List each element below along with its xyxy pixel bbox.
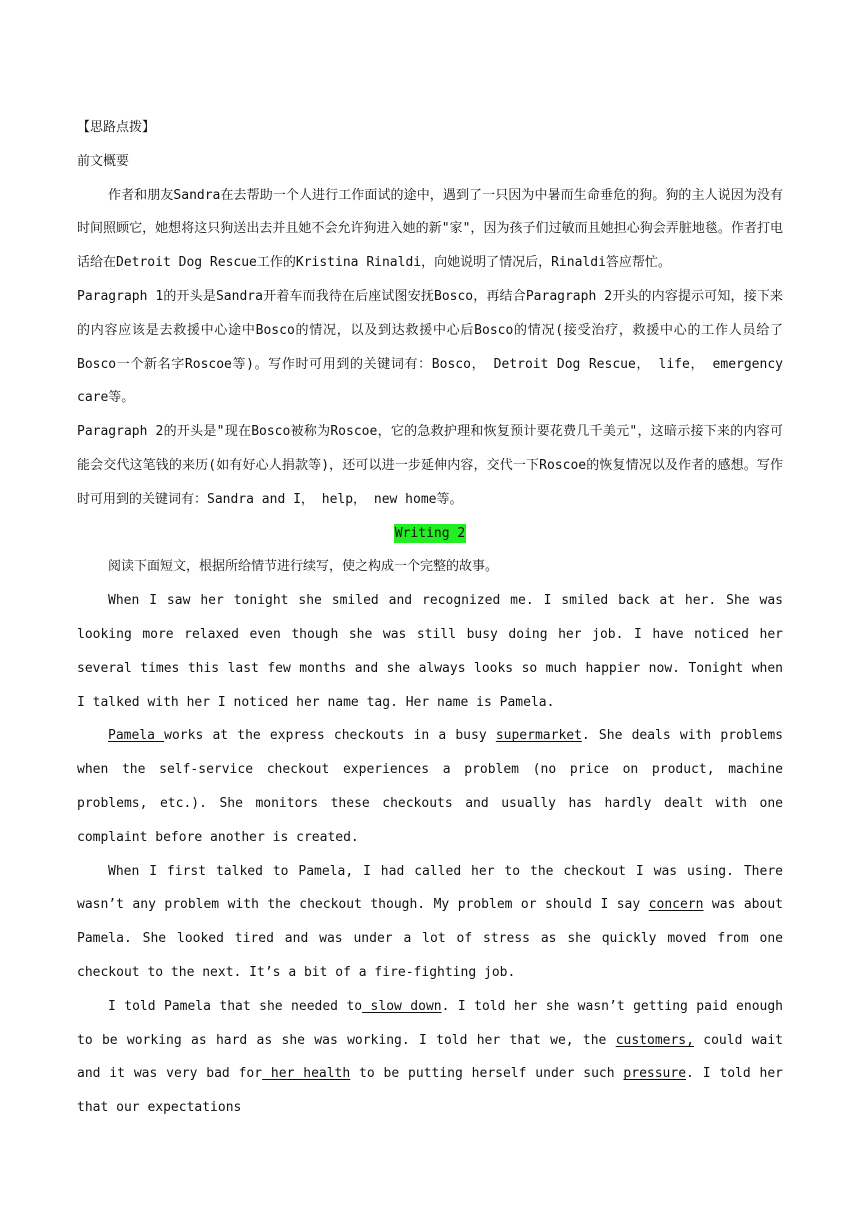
summary-paragraph: 作者和朋友Sandra在去帮助一个人进行工作面试的途中，遇到了一只因为中暑而生命垂危的狗。狗的主人说因为没有时间照顾它，她想将这只狗送出去并且她不会允许狗进入她的新"家"，因为孩子们过敏而且她担心狗会弄脏地毯。作者打电话给在Detroit Dog Rescue工作的Kristina Rinaldi，向她说明了情况后，Rinaldi答应帮忙。	[77, 187, 783, 271]
writing-title-line	[77, 517, 783, 551]
hint-heading: 【思路点拨】	[77, 120, 156, 135]
story-text: works at the express checkouts in a busy	[164, 728, 496, 744]
paragraph2-analysis: Paragraph 2的开头是"现在Bosco被称为Roscoe，它的急救护理和恢复预计要花费几千美元"，这暗示接下来的内容可能会交代这笔钱的来历(如有好心人捐款等)，还可以进一步延伸内容，交代一下Roscoe的恢复情况以及作者的感想。写作时可用到的关键词有：Sandra and I， help， new home等。	[77, 424, 783, 507]
story-paragraph-2	[77, 719, 783, 854]
writing-title: Writing 2	[394, 525, 466, 541]
document-page	[77, 111, 783, 1125]
story-paragraph-4	[77, 990, 783, 1125]
story-text: When I first talked to Pamela, I had called her to the checkout I was using. There wasn’t any problem with the checkout though. My problem or should I say	[77, 863, 783, 913]
story-paragraph-3	[77, 855, 783, 990]
story-text: . I told her she wasn’t getting paid enough to be working as hard as she was working. I told her that we, the	[77, 998, 783, 1048]
story-text: to be putting herself under such	[350, 1066, 624, 1082]
summary-title: 前文概要	[77, 153, 130, 169]
story-paragraph-1: When I saw her tonight she smiled and recognized me. I smiled back at her. She was looking more relaxed even though she was still busy doing her job. I have noticed her several times this last few months and she always looks so much happier now. Tonight when I talked with her I noticed her name tag. Her name is Pamela.	[77, 593, 783, 710]
story-text: could wait and it was very bad for	[77, 1032, 784, 1082]
story-text: . She deals with problems when the self-service checkout experiences a problem (no price on product, machine problems, etc.). She monitors these checkouts and usually has hardly dealt with one complaint before another is created.	[77, 728, 783, 845]
underlined-word: concern	[648, 897, 704, 913]
underlined-word: her health	[262, 1066, 351, 1082]
underlined-word: customers,	[615, 1032, 694, 1048]
paragraph1-analysis: Paragraph 1的开头是Sandra开着车而我待在后座试图安抚Bosco，再结合Paragraph 2开头的内容提示可知，接下来的内容应该是去救援中心途中Bosco的情况，以及到达救援中心后Bosco的情况(接受治疗，救援中心的工作人员给了Bosco一个新名字Roscoe等)。写作时可用到的关键词有：Bosco， Detroit Dog Rescue， life， emergency care等。	[77, 288, 783, 406]
story-text: I told Pamela that she needed to	[108, 998, 363, 1014]
underlined-word: Pamela	[108, 728, 165, 744]
story-text: was about Pamela. She looked tired and was under a lot of stress as she quickly moved from one checkout to the next. It’s a bit of a fire-fighting job.	[77, 897, 783, 980]
underlined-word: slow down	[362, 998, 442, 1014]
underlined-word: pressure	[623, 1066, 687, 1082]
underlined-word: supermarket	[495, 728, 582, 744]
story-text: . I told her that our expectations	[77, 1066, 784, 1116]
writing-instruction: 阅读下面短文，根据所给情节进行续写，使之构成一个完整的故事。	[108, 559, 499, 575]
